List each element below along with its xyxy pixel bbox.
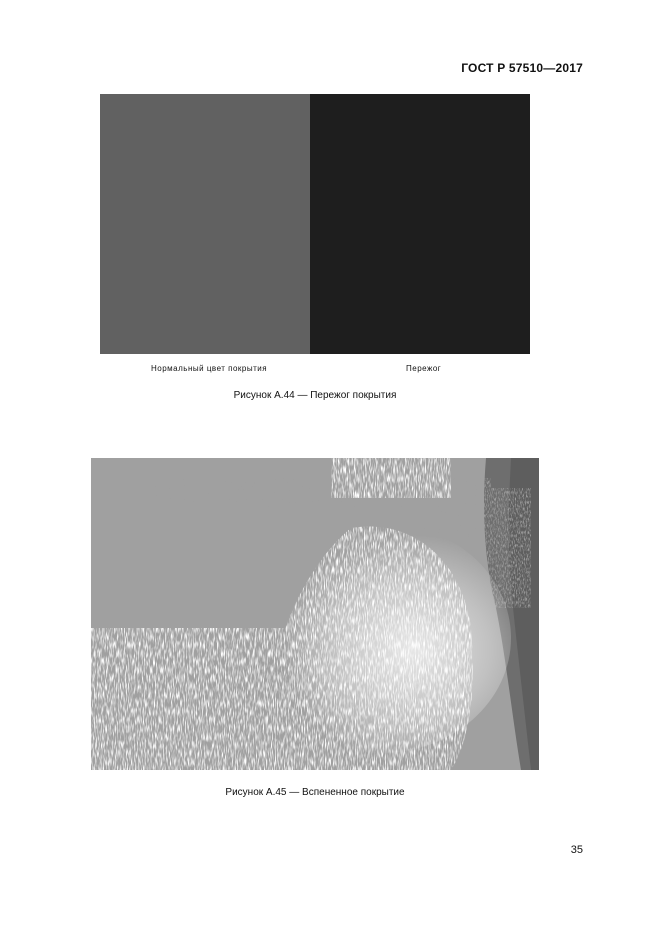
burnt-coating-label: Пережог [406, 364, 442, 373]
foamed-coating-photo [91, 458, 539, 770]
burnt-coating-swatch [310, 94, 530, 354]
normal-coating-swatch [100, 94, 310, 354]
figure-44-caption: Рисунок А.44 — Пережог покрытия [233, 390, 397, 401]
figure-45-image [91, 458, 539, 770]
figure-45-caption: Рисунок А.45 — Вспененное покрытие [225, 787, 405, 798]
normal-coating-label: Нормальный цвет покрытия [151, 364, 268, 373]
page-number: 35 [570, 844, 583, 856]
document-standard-header: ГОСТ Р 57510—2017 [461, 61, 583, 75]
figure-44-image [100, 94, 530, 354]
